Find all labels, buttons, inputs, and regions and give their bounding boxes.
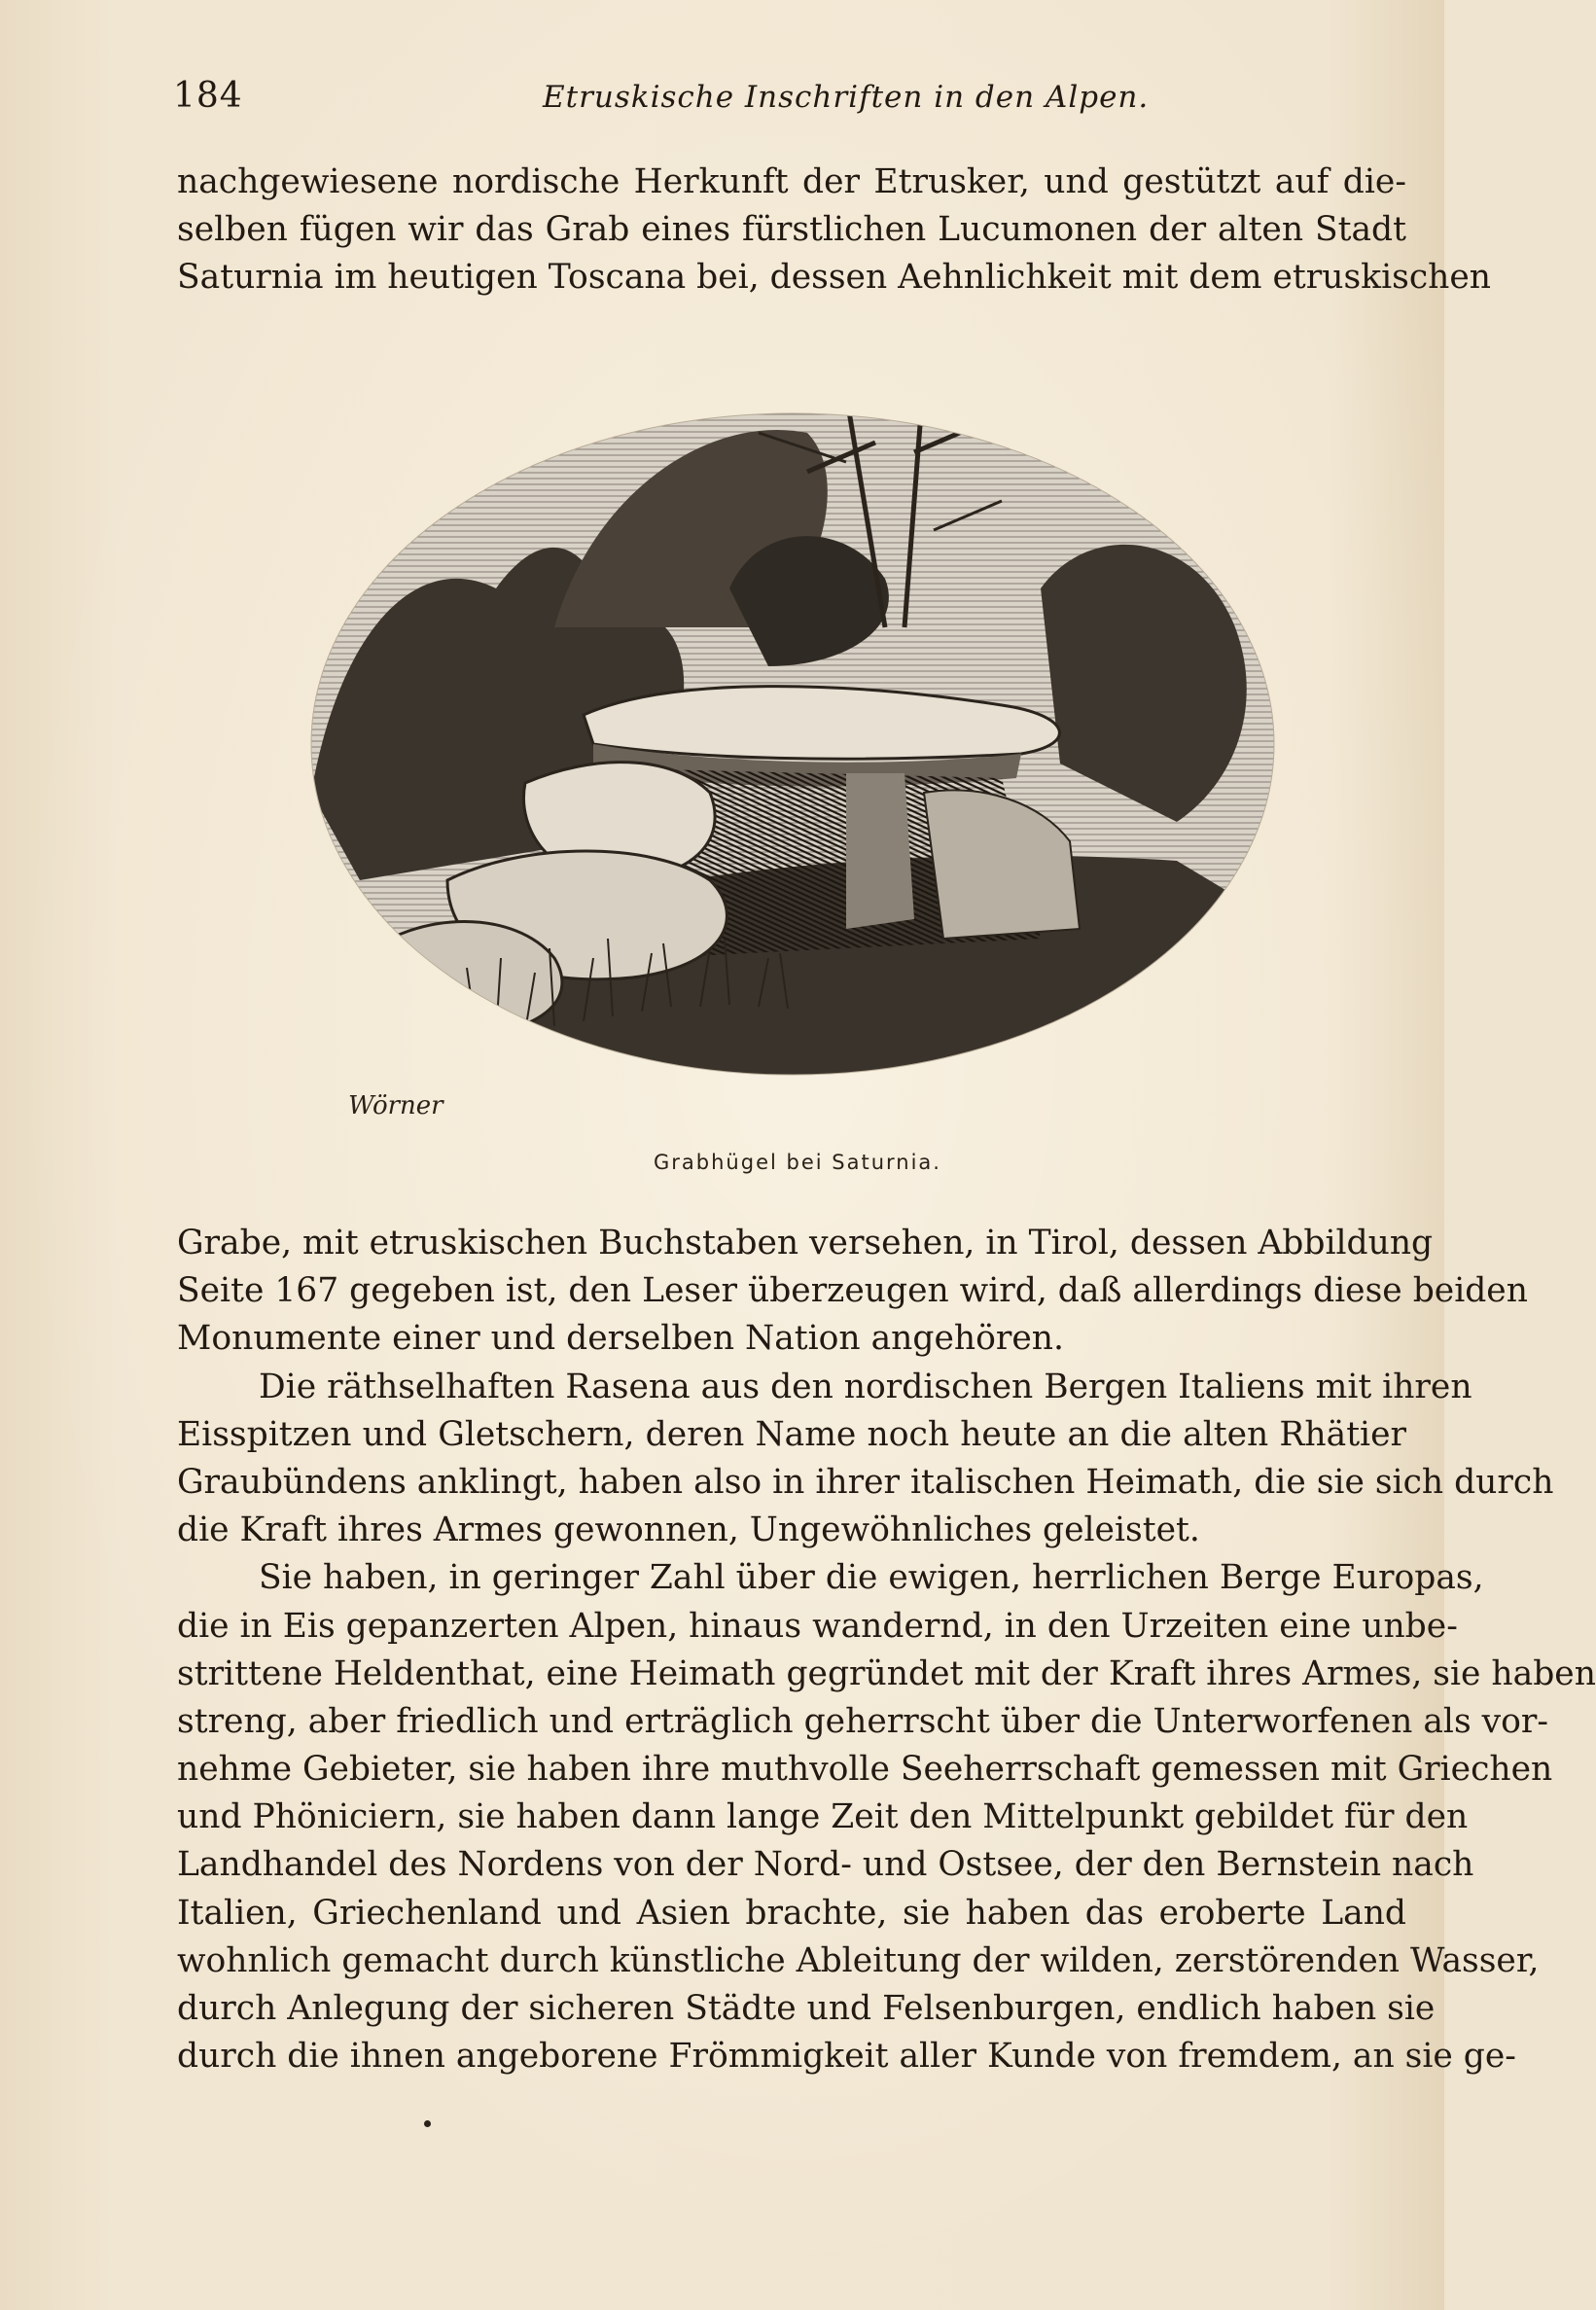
paragraph-top <box>177 159 1492 302</box>
text-line: Monumente einer und derselben Nation angehören. <box>177 1319 1064 1359</box>
text-line: nachgewiesene nordische Herkunft der Etrusker, und gestützt auf die- <box>177 162 1406 201</box>
print-speck <box>424 2120 431 2127</box>
text-line: durch Anlegung der sicheren Städte und Felsenburgen, endlich haben sie <box>177 1989 1436 2028</box>
text-line: streng, aber friedlich und erträglich geherrscht über die Unterworfenen als vor- <box>177 1701 1549 1741</box>
running-head <box>173 76 1408 130</box>
text-line: die in Eis gepanzerten Alpen, hinaus wandernd, in den Urzeiten eine unbe- <box>177 1606 1458 1646</box>
text-line: Seite 167 gegeben ist, den Leser überzeugen wird, daß allerdings diese beiden <box>177 1271 1528 1311</box>
engraving-figure <box>301 336 1294 1174</box>
text-line: Die räthselhaften Rasena aus den nordischen Bergen Italiens mit ihren <box>259 1367 1472 1406</box>
text-line: wohnlich gemacht durch künstliche Ableitung der wilden, zerstörenden Wasser, <box>177 1940 1540 1980</box>
text-line: nehme Gebieter, sie haben ihre muthvolle Seeherrschaft gemessen mit Griechen <box>177 1750 1553 1790</box>
text-line: strittene Heldenthat, eine Heimath gegründet mit der Kraft ihres Armes, sie haben <box>177 1653 1596 1693</box>
text-line: durch die ihnen angeborene Frömmigkeit aller Kunde von fremdem, an sie ge- <box>177 2037 1516 2077</box>
tomb-engraving-illustration <box>301 336 1294 1143</box>
text-line: die Kraft ihres Armes gewonnen, Ungewöhnliches geleistet. <box>177 1510 1200 1550</box>
text-line: Grabe, mit etruskischen Buchstaben versehen, in Tirol, dessen Abbildung <box>177 1224 1434 1262</box>
running-title: Etruskische Inschriften in den Alpen. <box>543 80 1150 115</box>
text-line: Italien, Griechenland und Asien brachte, sie haben das eroberte Land <box>177 1893 1406 1933</box>
text-line: selben fügen wir das Grab eines fürstlichen Lucumonen der alten Stadt <box>177 210 1406 250</box>
text-line: Sie haben, in geringer Zahl über die ewigen, herrlichen Berge Europas, <box>259 1558 1484 1598</box>
text-line: Saturnia im heutigen Toscana bei, dessen Aehnlichkeit mit dem etruskischen <box>177 258 1492 298</box>
text-line: Landhandel des Nordens von der Nord- und Ostsee, der den Bernstein nach <box>177 1845 1474 1885</box>
artist-signature: Wörner <box>348 1091 443 1120</box>
figure-caption: Grabhügel bei Saturnia. <box>654 1151 941 1174</box>
text-line: und Phöniciern, sie haben dann lange Zeit den Mittelpunkt gebildet für den <box>177 1797 1469 1837</box>
text-line: Graubündens anklingt, haben also in ihrer italischen Heimath, die sie sich durch <box>177 1462 1554 1502</box>
page-number: 184 <box>173 76 243 116</box>
text-line: Eisspitzen und Gletschern, deren Name noch heute an die alten Rhätier <box>177 1414 1406 1454</box>
main-text <box>177 1220 1596 2080</box>
